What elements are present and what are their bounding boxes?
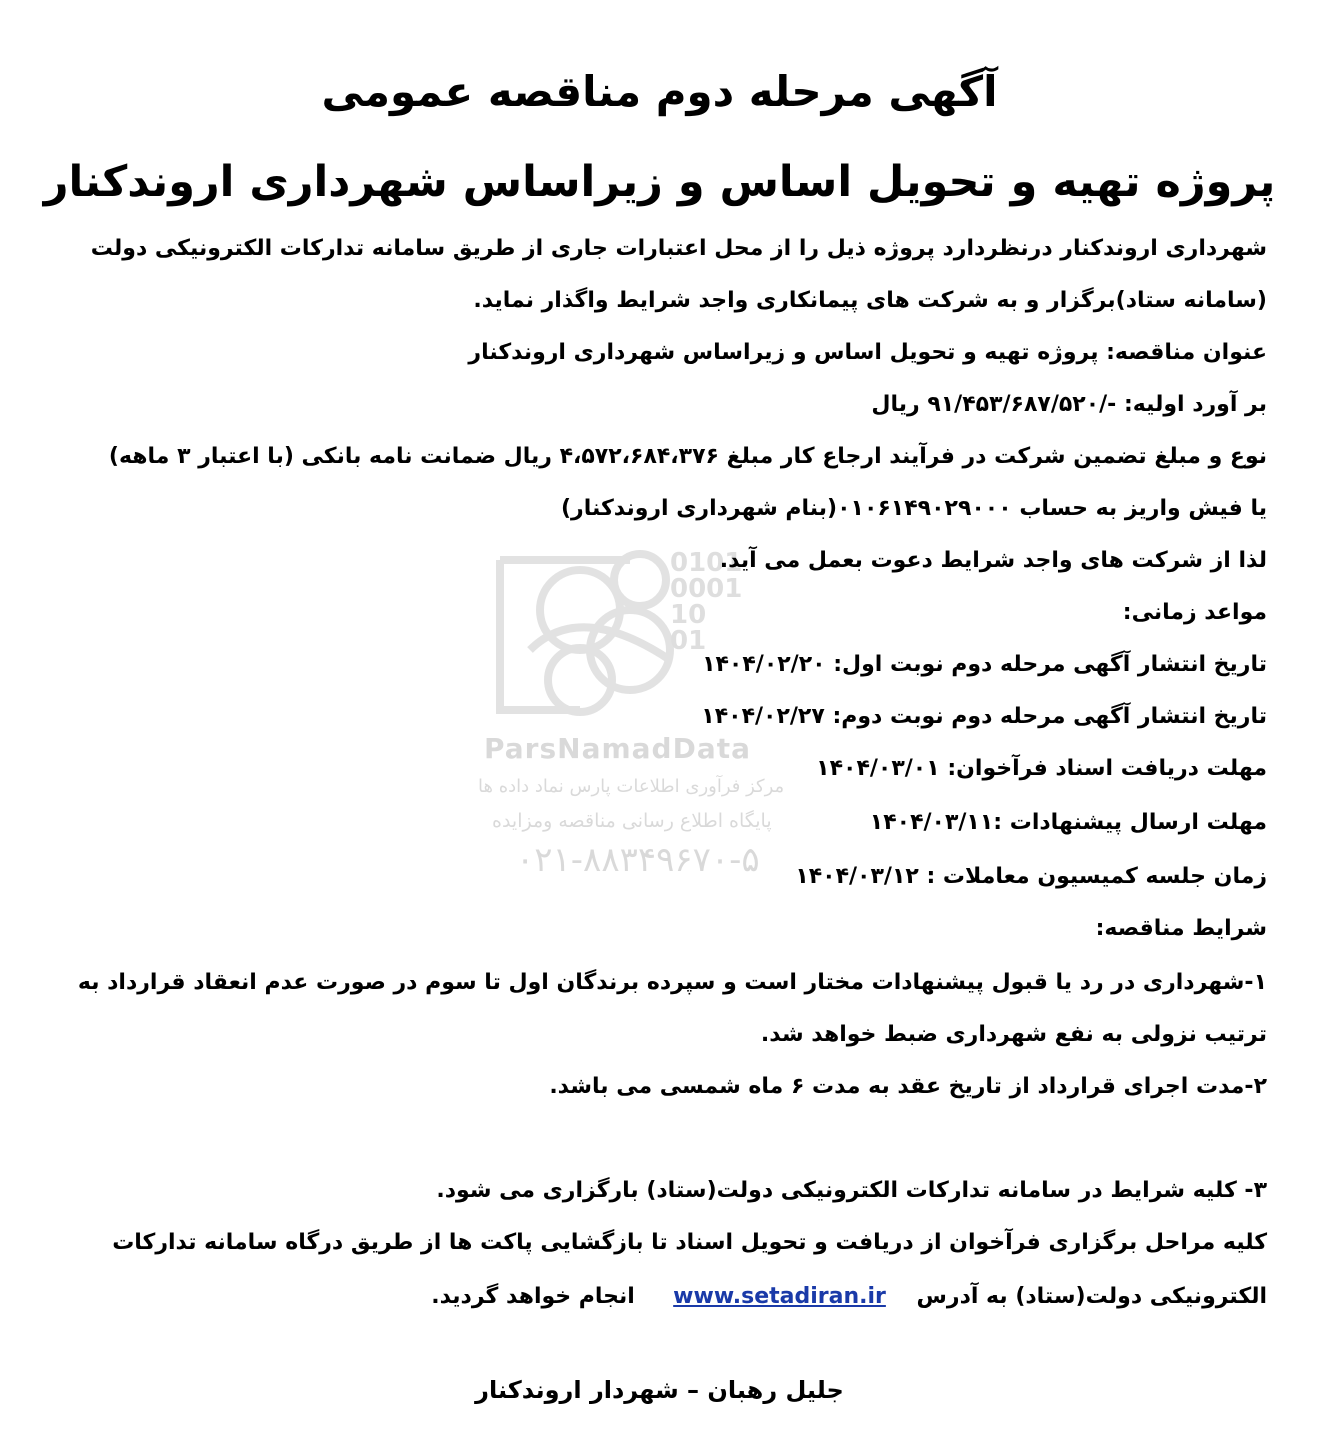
- watermark-line2: پایگاه اطلاع رسانی مناقصه ومزایده: [492, 810, 772, 832]
- final-line-1: کلیه مراحل برگزاری فرآخوان از دریافت و تحویل اسناد تا بازگشایی پاکت ها از طریق درگاه سامانه تدارکات: [112, 1230, 1267, 1255]
- final-line-2: [25, 1280, 1267, 1314]
- condition-3: ۳- کلیه شرایط در سامانه تدارکات الکترونیکی دولت(ستاد) بارگزاری می شود.: [436, 1178, 1267, 1203]
- condition-1-line-1: ۱-شهرداری در رد یا قبول پیشنهادات مختار است و سپرده برندگان اول تا سوم در صورت عدم انعقاد قرارداد به: [77, 970, 1267, 995]
- estimate: بر آورد اولیه: -/۹۱/۴۵۳/۶۸۷/۵۲۰ ریال: [871, 392, 1267, 417]
- watermark-phone: ۰۲۱-۸۸۳۴۹۶۷۰-۵: [516, 840, 760, 880]
- schedule-item: مهلت دریافت اسناد فرآخوان: ۱۴۰۴/۰۳/۰۱: [816, 756, 1267, 781]
- website-link[interactable]: www.setadiran.ir: [673, 1284, 886, 1309]
- notice-title: آگهی مرحله دوم مناقصه عمومی: [321, 67, 998, 116]
- schedule-heading: مواعد زمانی:: [1122, 600, 1267, 625]
- watermark-line1: مرکز فرآوری اطلاعات پارس نماد داده ها: [478, 776, 785, 797]
- signature: جلیل رهبان – شهردار اروندکنار: [475, 1376, 844, 1404]
- notice-subtitle: پروژه تهیه و تحویل اساس و زیراساس شهرداری اروندکنار: [43, 157, 1276, 207]
- final-line-2-before: الکترونیکی دولت(ستاد) به آدرس: [916, 1284, 1267, 1309]
- intro-line-2: (سامانه ستاد)برگزار و به شرکت های پیمانکاری واجد شرایط واگذار نماید.: [473, 288, 1267, 313]
- schedule-item: تاریخ انتشار آگهی مرحله دوم نوبت اول: ۱۴۰۴/۰۲/۲۰: [702, 652, 1267, 677]
- conditions-heading: شرایط مناقصه:: [1095, 916, 1267, 941]
- watermark-brand: ParsNamadData: [484, 732, 751, 765]
- tender-title: عنوان مناقصه: پروژه تهیه و تحویل اساس و زیراساس شهرداری اروندکنار: [468, 340, 1267, 365]
- condition-2: ۲-مدت اجرای قرارداد از تاریخ عقد به مدت ۶ ماه شمسی می باشد.: [549, 1074, 1267, 1099]
- condition-1-line-2: ترتیب نزولی به نفع شهرداری ضبط خواهد شد.: [760, 1022, 1267, 1047]
- final-line-2-after: انجام خواهد گردید.: [431, 1284, 635, 1309]
- watermark-digits: 0101 0001 10 01: [670, 548, 743, 656]
- invitation: لذا از شرکت های واجد شرایط دعوت بعمل می آید.: [719, 548, 1267, 573]
- schedule-item: زمان جلسه کمیسیون معاملات : ۱۴۰۴/۰۳/۱۲: [795, 864, 1267, 889]
- guarantee-line-2: یا فیش واریز به حساب ۰۱۰۶۱۴۹۰۲۹۰۰۰(بنام شهرداری اروندکنار): [560, 496, 1267, 521]
- schedule-item: مهلت ارسال پیشنهادات :۱۴۰۴/۰۳/۱۱: [869, 810, 1267, 835]
- schedule-item: تاریخ انتشار آگهی مرحله دوم نوبت دوم: ۱۴۰۴/۰۲/۲۷: [701, 704, 1267, 729]
- guarantee-line-1: نوع و مبلغ تضمین شرکت در فرآیند ارجاع کار مبلغ ۴،۵۷۲،۶۸۴،۳۷۶ ریال ضمانت نامه بانکی (با اعتبار ۳ ماهه): [108, 444, 1267, 469]
- intro-line-1: شهرداری اروندکنار درنظردارد پروژه ذیل را از محل اعتبارات جاری از طریق سامانه تدارکات الکترونیکی دولت: [90, 236, 1267, 261]
